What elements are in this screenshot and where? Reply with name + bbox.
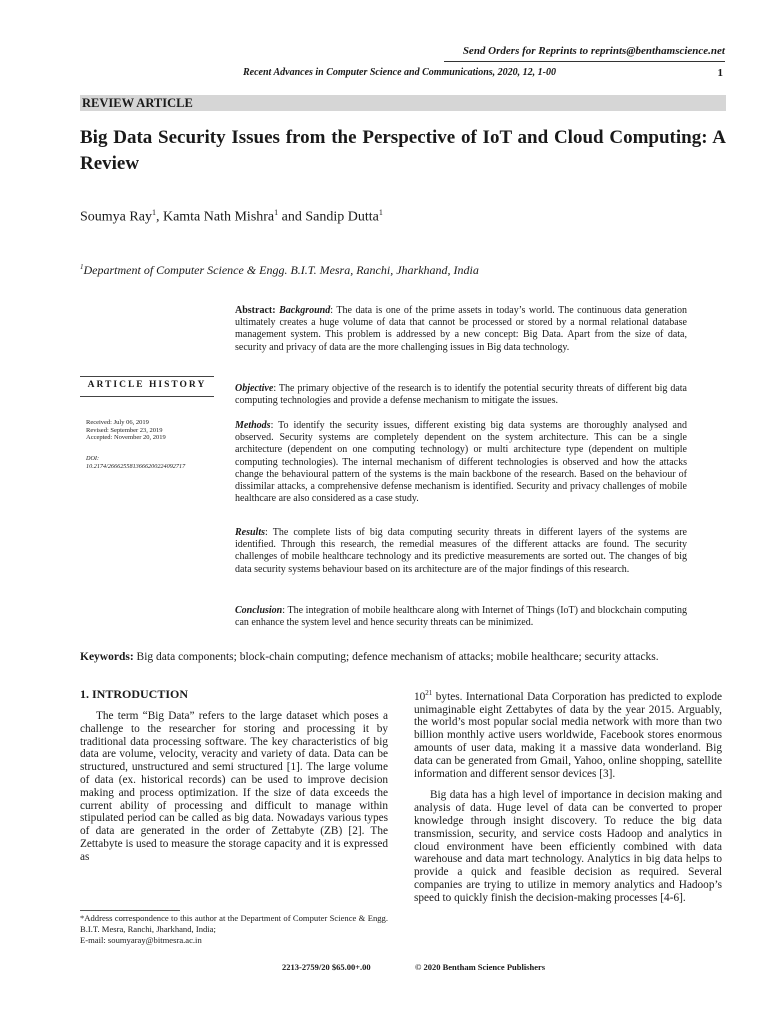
objective-text: : The primary objective of the research is to identify the potential security threats of different big data computing technologies and provide a defense mechanism to mitigate the issues.	[235, 383, 687, 407]
footnote	[80, 913, 388, 946]
author-affil-mark: 1	[151, 208, 156, 217]
background-text: : The data is one of the prime assets in today’s world. The continuous data generation ultimately creates a huge volume of data that cannot be processed or stored by a normal relational database management system. This problem is addressed by a new concept: Big Data. Apart from the size of data, security and privacy of data are the more challenging issues in Big data technology.	[235, 305, 688, 353]
left-column	[80, 710, 388, 864]
author-name: Sandip Dutta	[305, 209, 379, 225]
author-name: Soumya Ray	[80, 209, 152, 225]
article-history-title: ARTICLE HISTORY	[87, 380, 207, 390]
page-number: 1	[717, 67, 723, 79]
abstract-methods	[235, 420, 687, 505]
doi-link[interactable]: 10.2174/2666255813666200224092717	[86, 463, 186, 470]
affiliation-text: Department of Computer Science & Engg. B.I.T. Mesra, Ranchi, Jharkhand, India	[83, 263, 479, 277]
results-text: : The complete lists of big data computing security threats in different layers of the systems are identified. Through this research, the remedial measures of the different attacks are found. The security challenges of mobile healthcare technology and its predictive measurements are sorted out. The changes of big data security systems behaviour based on its architecture are of the major findings of this research.	[235, 527, 687, 575]
history-dates	[86, 419, 166, 442]
author-affil-mark: 1	[378, 208, 383, 217]
abstract-results	[235, 527, 687, 576]
abstract-background	[235, 305, 687, 354]
background-label: Background	[279, 305, 331, 316]
copyright: © 2020 Bentham Science Publishers	[415, 962, 546, 972]
doi-block	[86, 455, 216, 471]
conclusion-label: Conclusion	[235, 605, 283, 616]
author-and: and	[278, 209, 306, 225]
revised-date: Revised: September 23, 2019	[86, 426, 163, 434]
reprints-notice: Send Orders for Reprints to reprints@benthamscience.net	[462, 45, 725, 57]
section-heading: 1. INTRODUCTION	[80, 687, 189, 701]
paper-title: Big Data Security Issues from the Perspective of IoT and Cloud Computing: A Review	[80, 127, 726, 174]
abstract-objective	[235, 383, 687, 407]
intro-paragraph-1: The term “Big Data” refers to the large dataset which poses a challenge to the researcher for storing and processing it by traditional data processing software. The key characteristics of big data are volume, velocity, veracity and variety of data. Data can be structured, unstructured and semi structured [1]. The large volume of data (ex. historical records) can be used to improve decision making and process optimization. If the size of data exceeds the current ability of processing and difficult to manage within stipulated period can be called as big data. Nowadays various types of data are generated in the order of Zettabyte (ZB) [2]. The Zettabyte is used to measure the storage capacity and it is expressed as	[80, 710, 388, 863]
power-base: 10	[414, 690, 426, 703]
keywords	[80, 651, 726, 663]
methods-label: Methods	[235, 420, 271, 431]
footnote-rule	[80, 910, 180, 911]
author-list	[80, 208, 383, 226]
author-name: Kamta Nath Mishra	[162, 209, 275, 225]
objective-label: Objective	[235, 383, 274, 394]
footnote-address: *Address correspondence to this author at the Department of Computer Science & Engg. B.I.T. Mesra, Ranchi, Jharkhand, India;	[80, 913, 388, 934]
intro-paragraph-2: Big data has a high level of importance in decision making and analysis of data. Huge level of data can be converted to proper knowledge through insight discovery. To reduce the big data transmission, security, and service costs Hadoop and analytics in cloud environment have been efficiently combined with data warehouse and data mart technology. Analytics in big data helps to provide a quick and feasible decision as required. Several companies are trying to utilize in memory analytics and Hadoop’s speed to quickly finish the decision-making processes [4-6].	[414, 789, 722, 904]
abstract-label: Abstract:	[235, 305, 276, 316]
methods-text: : To identify the security issues, different existing big data systems are thoroughly analysed and observed. Security systems are completely dependent on the system architecture. This can be a single architecture (dependent on one computing technology) or multi architecture type (dependent on multiple computing technologies). The internal mechanism of different technologies is observed and how the attacks change the behavioural pattern of the systems is the main backbone of the research. Based on the behaviour of dissimilar attacks, a comprehensive defense mechanism is identified. Security and privacy challenges of mobile healthcare are also considered as a case study.	[235, 420, 687, 505]
intro-paragraph-1-cont-text: bytes. International Data Corporation has predicted to explode unimaginable eight Zettabytes of data by the year 2015. Arguably, the world’s most popular social media network with more than two billion monthly active users worldwide, Facebook stores enormous amounts of user data, making it a massive data wonderland. Big data can be generated from Gmail, Yahoo, online shopping, satellite information and different sensor devices [3].	[414, 690, 722, 780]
keywords-text: Big data components; block-chain computing; defence mechanism of attacks; mobile healthcare; security attacks.	[133, 651, 659, 663]
results-label: Results	[235, 527, 266, 538]
history-rule-top	[80, 376, 214, 377]
power-exponent: 21	[425, 689, 433, 697]
abstract-conclusion	[235, 605, 687, 629]
header-rule	[444, 61, 725, 62]
author-affil-mark: 1	[274, 208, 279, 217]
author-separator: ,	[155, 209, 163, 225]
affiliation	[80, 263, 479, 278]
footnote-email[interactable]: E-mail: soumyaray@bitmesra.ac.in	[80, 935, 202, 945]
accepted-date: Accepted: November 20, 2019	[86, 434, 166, 442]
article-type: REVIEW ARTICLE	[82, 96, 193, 110]
conclusion-text: : The integration of mobile healthcare along with Internet of Things (IoT) and blockchain computing can enhance the system level and hence security threats can be minimized.	[235, 605, 687, 629]
right-column	[414, 687, 722, 905]
affiliation-mark: 1	[80, 263, 84, 271]
keywords-label: Keywords:	[80, 651, 134, 663]
received-date: Received: July 06, 2019	[86, 419, 149, 426]
doi-label: DOI:	[86, 455, 100, 462]
issn-price: 2213-2759/20 $65.00+.00	[282, 962, 371, 972]
history-rule-bottom	[80, 396, 214, 397]
journal-citation: Recent Advances in Computer Science and Communications, 2020, 12, 1-00	[243, 67, 556, 78]
intro-paragraph-1-cont	[414, 687, 722, 780]
